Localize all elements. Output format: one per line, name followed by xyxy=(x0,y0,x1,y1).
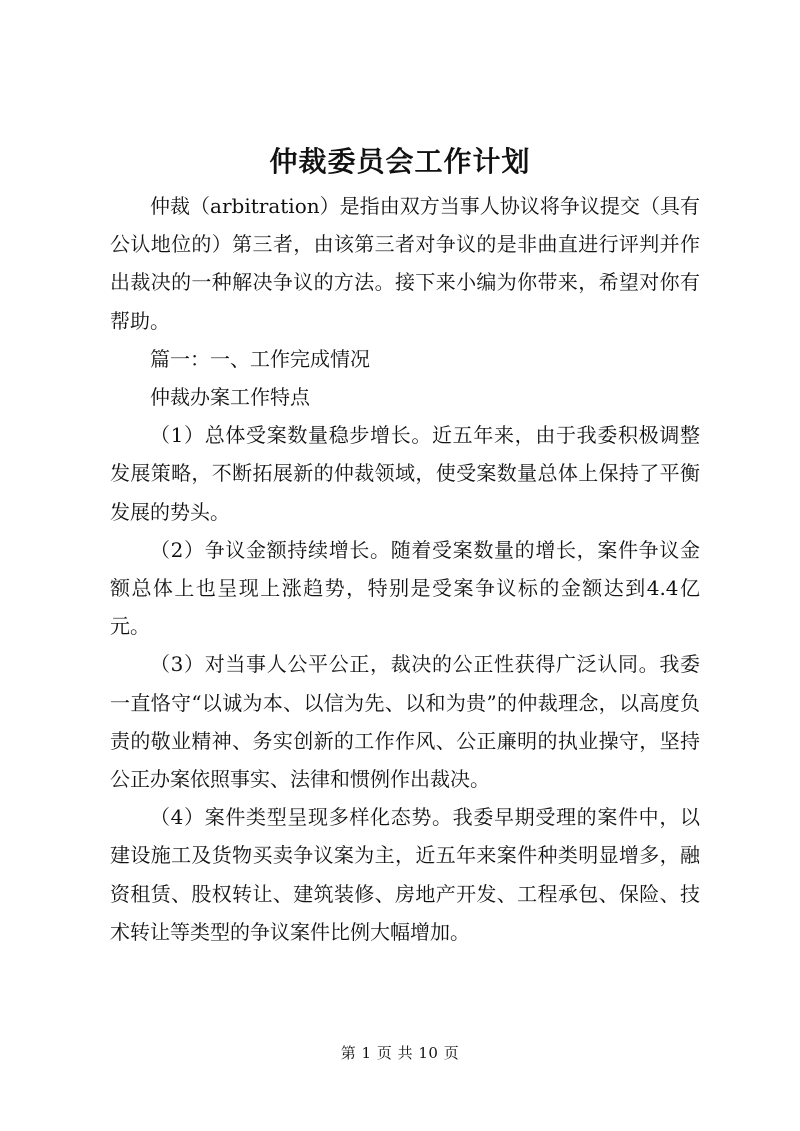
page-footer: 第 1 页 共 10 页 xyxy=(340,1044,460,1062)
point-4-paragraph: （4）案件类型呈现多样化态势。我委早期受理的案件中，以建设施工及货物买卖争议案为主，近五年来案件种类明显增多，融资租赁、股权转让、建筑装修、房地产开发、工程承包、保险、技术转让等类型的争议案件比例大幅增加。 xyxy=(110,805,700,944)
point-1-paragraph: （1）总体受案数量稳步增长。近五年来，由于我委积极调整发展策略，不断拓展新的仲裁领域，使受案数量总体上保持了平衡发展的势头。 xyxy=(110,423,700,524)
subsection-heading: 仲裁办案工作特点 xyxy=(150,385,310,410)
document-title: 仲裁委员会工作计划 xyxy=(269,145,531,178)
section-heading: 篇一：一、工作完成情况 xyxy=(150,346,370,371)
document-body xyxy=(110,187,700,951)
point-3-paragraph: （3）对当事人公平公正，裁决的公正性获得广泛认同。我委一直恪守“以诚为本、以信为先、以和为贵”的仲裁理念，以高度负责的敬业精神、务实创新的工作作风、公正廉明的执业操守，坚持公正办案依照事实、法律和惯例作出裁决。 xyxy=(110,652,700,792)
point-2-paragraph: （2）争议金额持续增长。随着受案数量的增长，案件争议金额总体上也呈现上涨趋势，特别是受案争议标的金额达到4.4亿元。 xyxy=(110,537,700,639)
intro-paragraph: 仲裁（arbitration）是指由双方当事人协议将争议提交（具有公认地位的）第三者，由该第三者对争议的是非曲直进行评判并作出裁决的一种解决争议的方法。接下来小编为你带来，希望对你有帮助。 xyxy=(110,194,700,333)
